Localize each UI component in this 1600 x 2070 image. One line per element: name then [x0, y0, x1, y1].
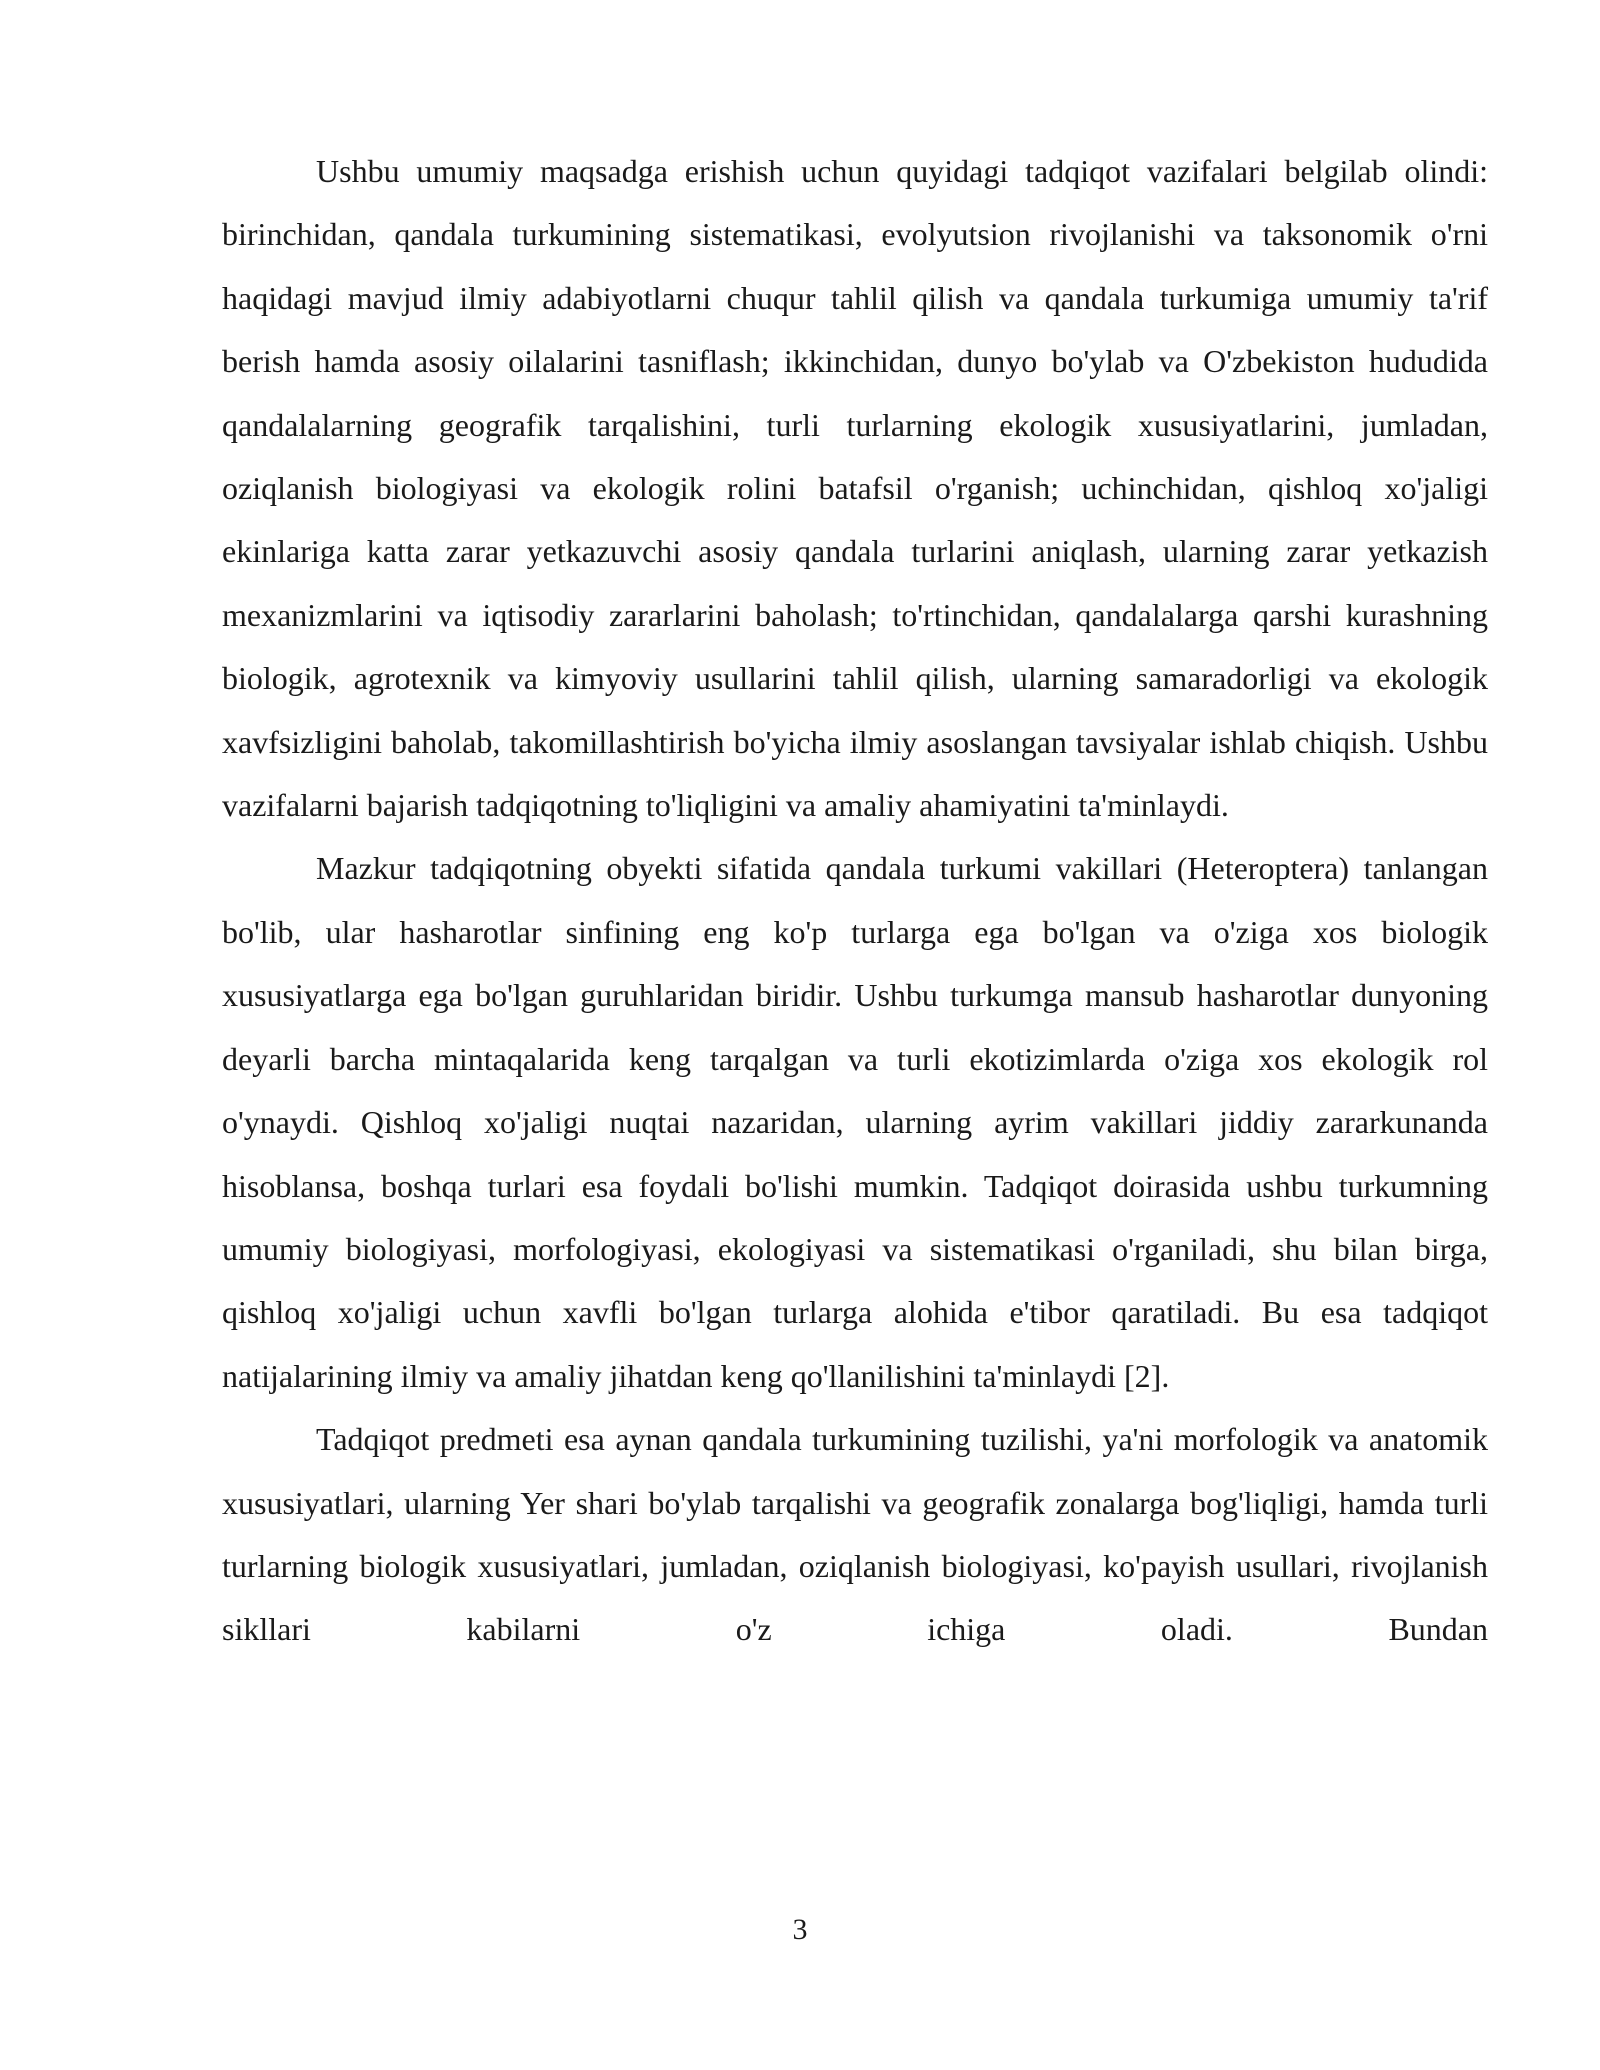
- paragraph-research-tasks: Ushbu umumiy maqsadga erishish uchun quyidagi tadqiqot vazifalari belgilab olindi: birinchidan, qandala turkumining sistematikasi, evolyutsion rivojlanishi va taksonomik o'rni haqidagi mavjud ilmiy adabiyotlarni chuqur tahlil qilish va qandala turkumiga umumiy ta'rif berish hamda asosiy oilalarini tasniflash; ikkinchidan, dunyo bo'ylab va O'zbekiston hududida qandalalarning geografik tarqalishini, turli turlarning ekologik xususiyatlarini, jumladan, oziqlanish biologiyasi va ekologik rolini batafsil o'rganish; uchinchidan, qishloq xo'jaligi ekinlariga katta zarar yetkazuvchi asosiy qandala turlarini aniqlash, ularning zarar yetkazish mexanizmlarini va iqtisodiy zararlarini baholash; to'rtinchidan, qandalalarga qarshi kurashning biologik, agrotexnik va kimyoviy usullarini tahlil qilish, ularning samaradorligi va ekologik xavfsizligini baholab, takomillashtirish bo'yicha ilmiy asoslangan tavsiyalar ishlab chiqish. Ushbu vazifalarni bajarish tadqiqotning to'liqligini va amaliy ahamiyatini ta'minlaydi.: [222, 153, 1488, 824]
- body-text: [222, 140, 1488, 1662]
- paragraph-research-subject: Tadqiqot predmeti esa aynan qandala turkumining tuzilishi, ya'ni morfologik va anatomik xususiyatlari, ularning Yer shari bo'ylab tarqalishi va geografik zonalarga bog'liqligi, hamda turli turlarning biologik xususiyatlari, jumladan, oziqlanish biologiyasi, ko'payish usullari, rivojlanish sikllari kabilarni o'z ichiga oladi. Bundan: [222, 1421, 1488, 1648]
- paragraph-research-object: Mazkur tadqiqotning obyekti sifatida qandala turkumi vakillari (Heteroptera) tanlangan bo'lib, ular hasharotlar sinfining eng ko'p turlarga ega bo'lgan va o'ziga xos biologik xususiyatlarga ega bo'lgan guruhlaridan biridir. Ushbu turkumga mansub hasharotlar dunyoning deyarli barcha mintaqalarida keng tarqalgan va turli ekotizimlarda o'ziga xos ekologik rol o'ynaydi. Qishloq xo'jaligi nuqtai nazaridan, ularning ayrim vakillari jiddiy zararkunanda hisoblansa, boshqa turlari esa foydali bo'lishi mumkin. Tadqiqot doirasida ushbu turkumning umumiy biologiyasi, morfologiyasi, ekologiyasi va sistematikasi o'rganiladi, shu bilan birga, qishloq xo'jaligi uchun xavfli bo'lgan turlarga alohida e'tibor qaratiladi. Bu esa tadqiqot natijalarining ilmiy va amaliy jihatdan keng qo'llanilishini ta'minlaydi [2].: [222, 850, 1488, 1394]
- page-number: 3: [792, 1913, 808, 1946]
